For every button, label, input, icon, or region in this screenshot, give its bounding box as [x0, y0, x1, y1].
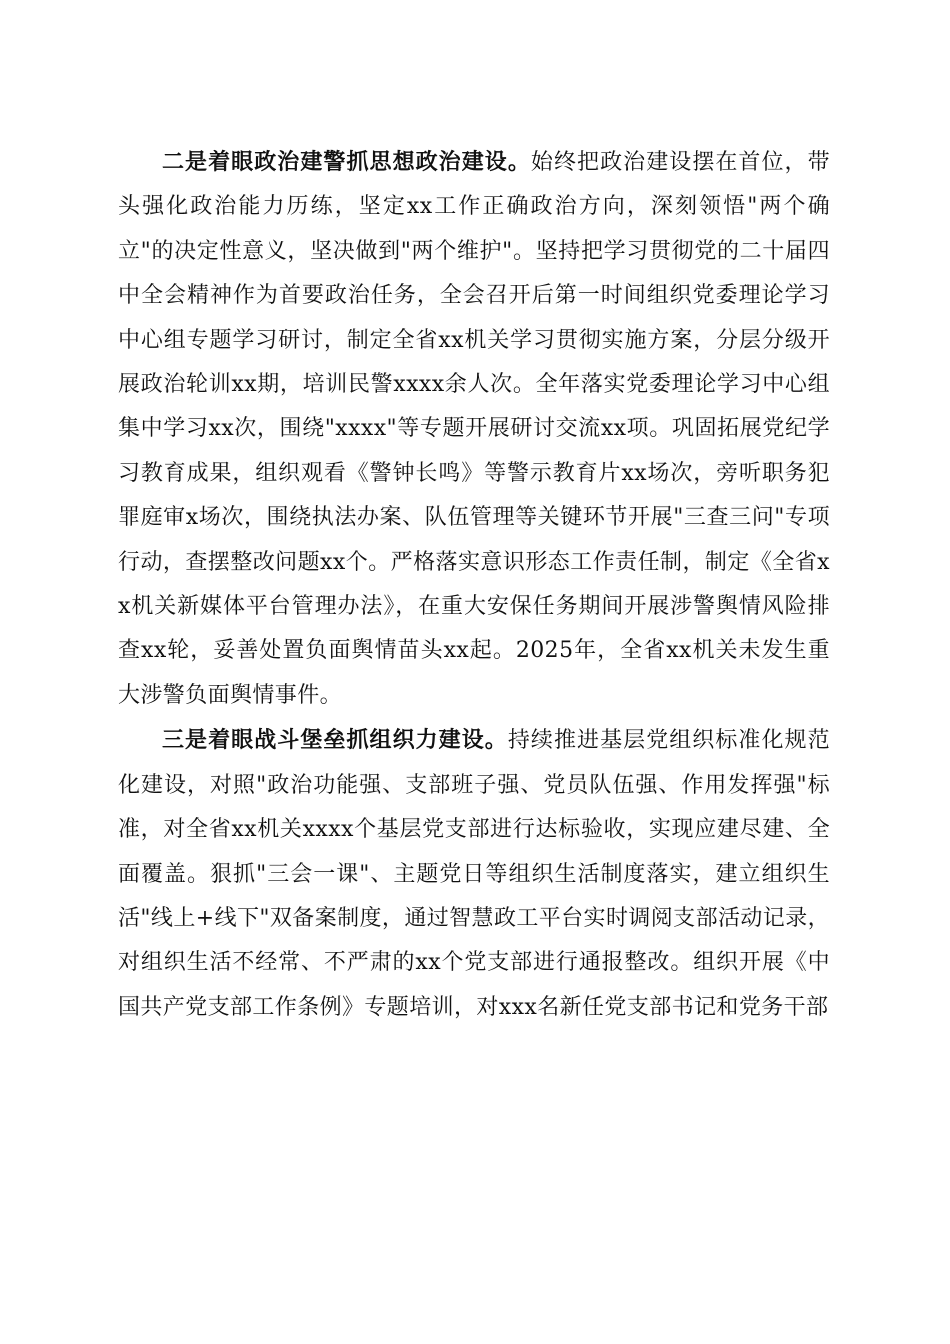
- paragraph-text: 持续推进基层党组织标准化规范化建设，对照"政治功能强、支部班子强、党员队伍强、作用发挥强"标准，对全省xx机关xxxx个基层党支部进行达标验收，实现应建尽建、全面覆盖。狠抓"三会一课"、主题党日等组织生活制度落实，建立组织生活"线上+线下"双备案制度，通过智慧政工平台实时调阅支部活动记录，对组织生活不经常、不严肃的xx个党支部进行通报整改。组织开展《中国共产党支部工作条例》专题培训，对xxx名新任党支部书记和党务干部: [118, 728, 830, 1020]
- paragraph-organization-building: [118, 718, 830, 1030]
- document-body: [118, 140, 830, 1030]
- paragraph-heading: 二是着眼政治建警抓思想政治建设。: [162, 149, 531, 175]
- paragraph-political-building: [118, 140, 830, 718]
- paragraph-text: 始终把政治建设摆在首位，带头强化政治能力历练，坚定xx工作正确政治方向，深刻领悟"两个确立"的决定性意义，坚决做到"两个维护"。坚持把学习贯彻党的二十届四中全会精神作为首要政治任务，全会召开后第一时间组织党委理论学习中心组专题学习研讨，制定全省xx机关学习贯彻实施方案，分层分级开展政治轮训xx期，培训民警xxxx余人次。全年落实党委理论学习中心组集中学习xx次，围绕"xxxx"等专题开展研讨交流xx项。巩固拓展党纪学习教育成果，组织观看《警钟长鸣》等警示教育片xx场次，旁听职务犯罪庭审x场次，围绕执法办案、队伍管理等关键环节开展"三查三问"专项行动，查摆整改问题xx个。严格落实意识形态工作责任制，制定《全省xx机关新媒体平台管理办法》，在重大安保任务期间开展涉警舆情风险排查xx轮，妥善处置负面舆情苗头xx起。2025年，全省xx机关未发生重大涉警负面舆情事件。: [118, 150, 831, 708]
- paragraph-heading: 三是着眼战斗堡垒抓组织力建设。: [162, 727, 508, 754]
